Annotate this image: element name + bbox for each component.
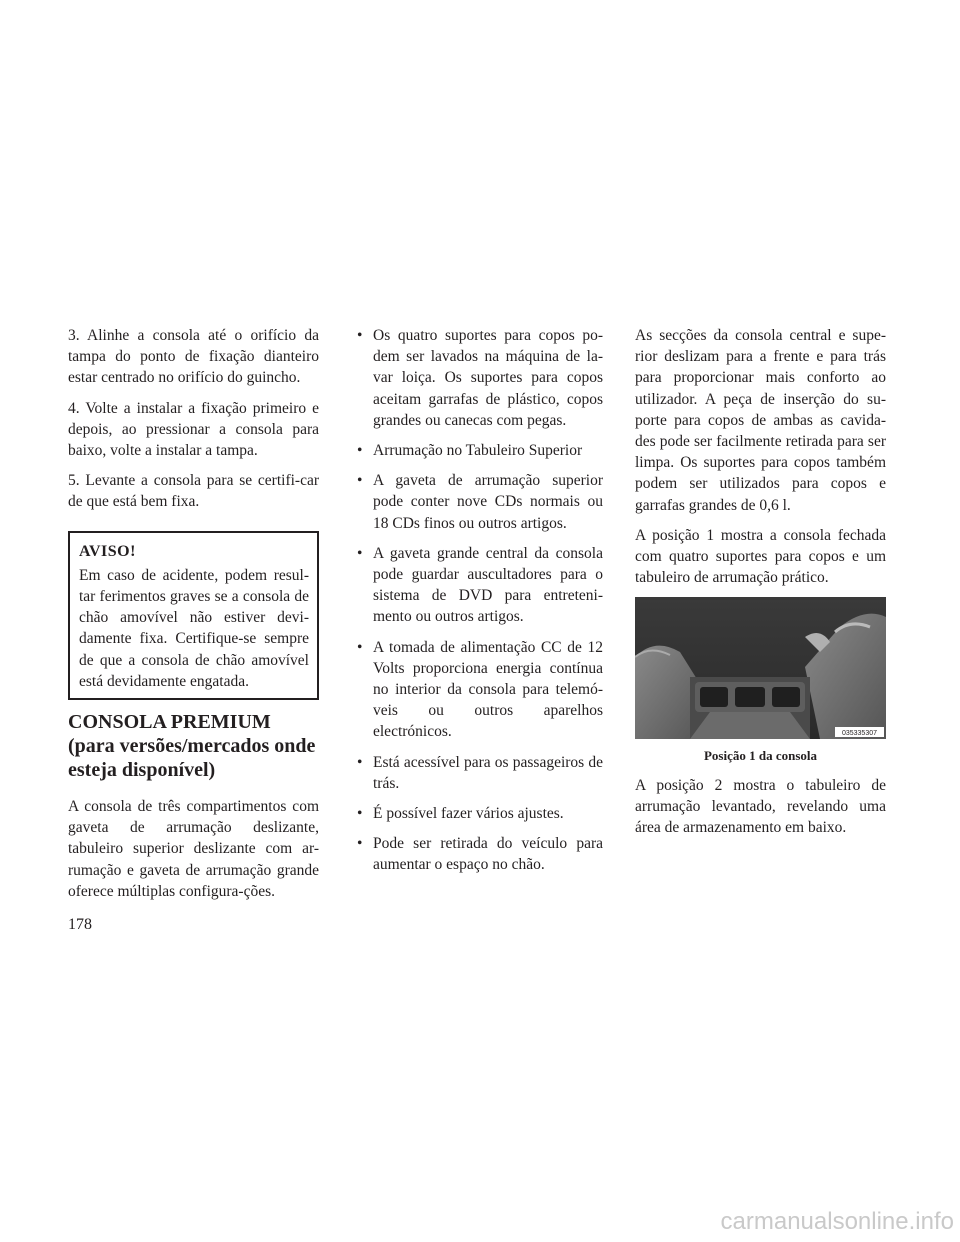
list-item: • A gaveta de arrumação superior pode conter nove CDs normais ou 18 CDs finos ou outros artigos. [355, 470, 603, 534]
list-item: • Está acessível para os passageiros de trás. [355, 752, 603, 794]
left-column [68, 325, 319, 911]
warning-text: Em caso de acidente, podem resul-tar ferimentos graves se a consola de chão amovível não estiver devi-damente fixa. Certifique-se sempre de que a consola de chão amovível está devidamente engatada. [79, 566, 309, 690]
section-intro-text: A consola de três compartimentos com gaveta de arrumação deslizante, tabuleiro superior deslizante com ar-rumação e gaveta de arrumação grande oferece múltiplas configura-ções. [68, 798, 319, 900]
watermark: carmanualsonline.info [720, 1208, 954, 1235]
figure-code: 035335307 [841, 730, 878, 738]
feature-list [355, 325, 603, 876]
step-4-text: 4. Volte a instalar a fixação primeiro e depois, ao pressionar a consola para baixo, volte a instalar a tampa. [68, 399, 319, 460]
page-number: 178 [68, 916, 92, 933]
figure-caption: Posição 1 da consola [703, 748, 818, 764]
warning-title: AVISO! [79, 542, 136, 560]
warning-box [68, 531, 319, 700]
middle-column [355, 325, 603, 885]
list-item: • É possível fazer vários ajustes. [355, 803, 603, 824]
console-description-text: As secções da consola central e supe-rior deslizam para a frente e para trás para proporcionar mais conforto ao utilizador. A peça de inserção do su-porte para copos de ambas as cavida-des pode ser facilmente retirada para ser limpa. Os suportes para copos também podem ser utilizados para copos e garrafas grandes de 0,6 l. [635, 327, 886, 514]
section-heading: CONSOLA PREMIUM (para versões/mercados onde esteja disponível) [68, 711, 316, 782]
position-2-text: A posição 2 mostra o tabuleiro de arrumação levantado, revelando uma área de armazenamento em baixo. [635, 776, 886, 837]
right-column [635, 325, 886, 847]
step-3-text: 3. Alinhe a consola até o orifício da tampa do ponto de fixação dianteiro estar centrado no orifício do guincho. [68, 327, 319, 387]
position-1-text: A posição 1 mostra a consola fechada com quatro suportes para copos e um tabuleiro de arrumação prático. [635, 526, 886, 587]
list-item: • Os quatro suportes para copos po-dem ser lavados na máquina de la-var loiça. Os suportes para copos aceitam garrafas de plástico, copos grandes ou canecas com pegas. [355, 325, 603, 431]
list-item: • Arrumação no Tabuleiro Superior [355, 440, 603, 461]
console-photo [635, 597, 886, 739]
list-item: • A gaveta grande central da consola pode guardar auscultadores para o sistema de DVD para entreteni-mento ou outros artigos. [355, 543, 603, 628]
list-item: • A tomada de alimentação CC de 12 Volts proporciona energia contínua no interior da consola para telemó-veis ou outros aparelhos electrónicos. [355, 637, 603, 743]
step-5-text: 5. Levante a consola para se certifi-car de que está bem fixa. [68, 472, 319, 511]
list-item: • Pode ser retirada do veículo para aumentar o espaço no chão. [355, 833, 603, 875]
